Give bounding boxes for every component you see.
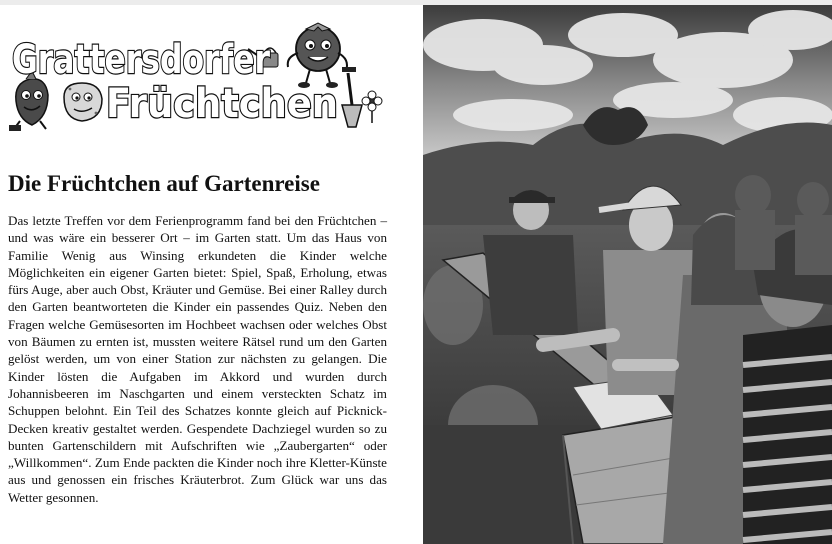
flower-icon [362,91,382,123]
logo-line-2: Früchtchen [106,81,338,127]
article-column [0,5,418,544]
children-garden-photo [423,5,832,544]
tomato-mascot-icon [288,23,347,88]
photo-illustration [423,5,832,544]
grattersdorfer-fruechtchen-logo [6,13,386,133]
logo-line-1: Grattersdorfer [12,37,271,83]
potato-mascot-icon [64,83,102,121]
article-title: Die Früchtchen auf Gartenreise [8,171,320,196]
child-striped-shirt [743,229,832,544]
shovel-icon [342,67,362,127]
article-body: Das letzte Treffen vor dem Ferienprogramm fand bei den Früchtchen – und was wäre ein besserer Ort – im Garten statt. Um das Haus von Familie Wenig aus Winsing erkundeten die Kinder welche Möglichkeiten ein eigener Garten bietet: Spiel, Spaß, Erholung, etwas fürs Auge, aber auch Obst, Kräuter und Gemüse. Bei einer Ralley durch den Garten beantworteten die Kinder ein passendes Quiz. Neben den Fragen welche Gemüsesorten im Hochbeet wachsen oder welches Obst von Bäumen zu ernten ist, mussten weitere Rätsel rund um den Garten gelöst werden, um von einer Station zur nächsten zu gelangen. Die Kinder lösten die Aufgaben im Akkord und wurden durch Johannisbeeren im Naschgarten und einem versteckten Schatz im Schuppen belohnt. Ein Teil des Schatzes konnte gleich auf Picknick-Decken kreativ gestaltet werden. Gespendete Dachziegel wurden so zu bunten Gartenschildern mit Aufschriften wie „Zaubergarten“ oder „Willkommen“. Zum Ende packten die Kinder noch ihre Kletter-Künste aus und genossen ein frisches Kräuterbrot. Zum Glück war uns das Wetter gesonnen. [8,213,387,505]
